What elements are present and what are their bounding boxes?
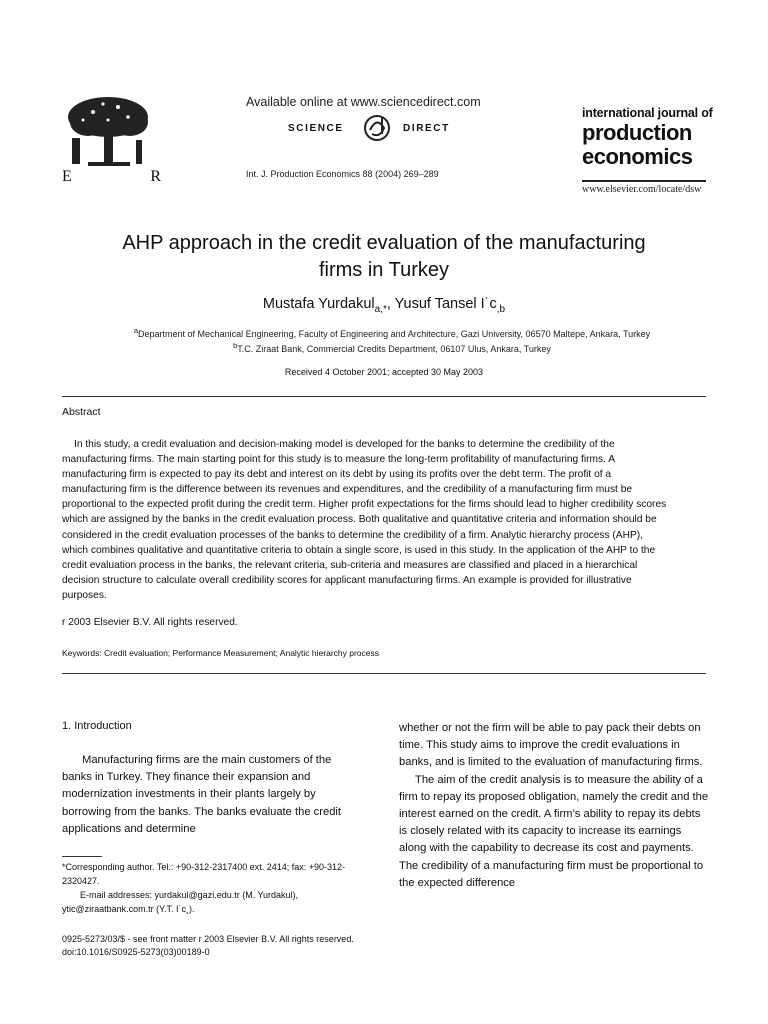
intro-paragraph-2: The aim of the credit analysis is to measure the ability of a firm to repay its proposed obligation, namely the credit and the interest earned on the credit. A firm’s ability to repay its debts is closely related with its capacity to increase its earnings along with the capability to decrease its cost and payments. The credibility of a manufacturing firm must be proportional to the expected difference	[399, 773, 709, 889]
elsevier-tree-logo	[58, 92, 158, 172]
abstract-body: In this study, a credit evaluation and decision-making model is developed for the banks to determine the credibility of the manufacturing firms. The main starting point for this study is to measure the long-term profitability of manufacturing firms. A manufacturing firm is expected to pay its debt and interest on its debt by using its profits over the debt term. The profit of a manufacturing firm is the difference between its revenues and expenditures, and the credibility of a manufacturing firm must be proportional to the expected profit during the credit term. Higher profit expectations for the firms should lead to higher credibility scores which are assigned by the banks in the credit evaluation process. Both qualitative and quantitative criteria and information should be considered in the credit evaluation processes of the banks to determine the credibility of a firm. Analytic hierarchy process (AHP), which combines qualitative and quantitative criteria to obtain a single score, is used in this study. In the application of the AHP to the credit evaluation process in the banks, the relevant criteria, sub-criteria and measures are classified and placed in a hierarchical decision structure to calculate overall credibility scores for applicant manufacturing firms. An example is provided for illustrative purposes.	[62, 439, 667, 601]
author-2-mark: ,b	[496, 303, 506, 315]
issn-line	[62, 933, 354, 959]
paper-title: AHP approach in the credit evaluation of the manufacturing firms in Turkey	[122, 232, 646, 281]
science-direct-logo-icon	[352, 112, 402, 144]
author-list	[100, 296, 668, 315]
affiliation-a	[62, 326, 722, 339]
affiliation-b-mark: b	[233, 341, 238, 350]
abstract-copyright: r 2003 Elsevier B.V. All rights reserved.	[62, 617, 238, 628]
intro-column-2	[399, 720, 709, 892]
science-direct-science: SCIENCE	[288, 123, 344, 134]
affiliation-a-text: Department of Mechanical Engineering, Faculty of Engineering and Architecture, Gazi University, 06570 Maltepe, Ankara, Turkey	[138, 329, 651, 339]
affiliation-b-text: T.C. Ziraat Bank, Commercial Credits Department, 06107 Ulus, Ankara, Turkey	[237, 344, 551, 354]
abstract-top-rule	[62, 396, 706, 397]
journal-citation: Int. J. Production Economics 88 (2004) 269–289	[246, 169, 439, 179]
email-footnote: E-mail addresses: yurdakul@gazi.edu.tr (M. Yurdakul), ytic@ziraatbank.com.tr (Y.T. I˙c¸).	[62, 890, 299, 914]
journal-url-link[interactable]: www.elsevier.com/locate/dsw	[582, 184, 702, 195]
journal-line-2: production	[582, 119, 692, 145]
affiliation-a-mark: a	[133, 326, 139, 335]
publisher-left-letter: E	[62, 168, 73, 185]
journal-line-3: economics	[582, 143, 693, 169]
intro-paragraph-continued: whether or not the firm will be able to pay pack their debts on time. This study aims to improve the credit evaluations in banks, and is limited to the evaluation of manufacturing firms.	[399, 722, 703, 769]
journal-line-1: international journal of	[582, 106, 713, 120]
author-1: Mustafa Yurdakul	[262, 296, 375, 312]
doi-link[interactable]: doi:10.1016/S0925-5273(03)00189-0	[62, 947, 210, 957]
affiliation-b	[62, 341, 722, 354]
author-1-mark: a,*	[374, 303, 387, 315]
author-separator: ,	[386, 296, 395, 312]
keywords: Keywords: Credit evaluation; Performance Measurement; Analytic hierarchy process	[62, 648, 380, 658]
intro-column-1: Manufacturing firms are the main customers of the banks in Turkey. They finance their expansion and modernization investments in their plants largely by borrowing from the banks. The banks evaluate the credit applications and determine	[62, 754, 342, 835]
abstract-bottom-rule	[62, 673, 706, 674]
publisher-mark	[62, 168, 162, 186]
publisher-right-letter: R	[150, 168, 162, 185]
available-online-text: Available online at www.sciencedirect.com	[246, 95, 481, 109]
corresponding-author-footnote: *Corresponding author. Tel.: +90-312-2317400 ext. 2414; fax: +90-312-2320427.	[62, 862, 346, 886]
masthead-rule	[582, 180, 706, 182]
footnote-rule	[62, 856, 102, 857]
section-heading-introduction: 1. Introduction	[62, 720, 132, 732]
issn-text: 0925-5273/03/$ - see front matter r 2003 Elsevier B.V. All rights reserved.	[62, 934, 354, 944]
abstract-heading: Abstract	[62, 406, 101, 418]
science-direct-direct: DIRECT	[403, 123, 450, 134]
author-2: Yusuf Tansel I˙c	[394, 296, 497, 312]
received-date: Received 4 October 2001; accepted 30 May 2003	[284, 367, 484, 377]
journal-masthead	[582, 107, 722, 168]
